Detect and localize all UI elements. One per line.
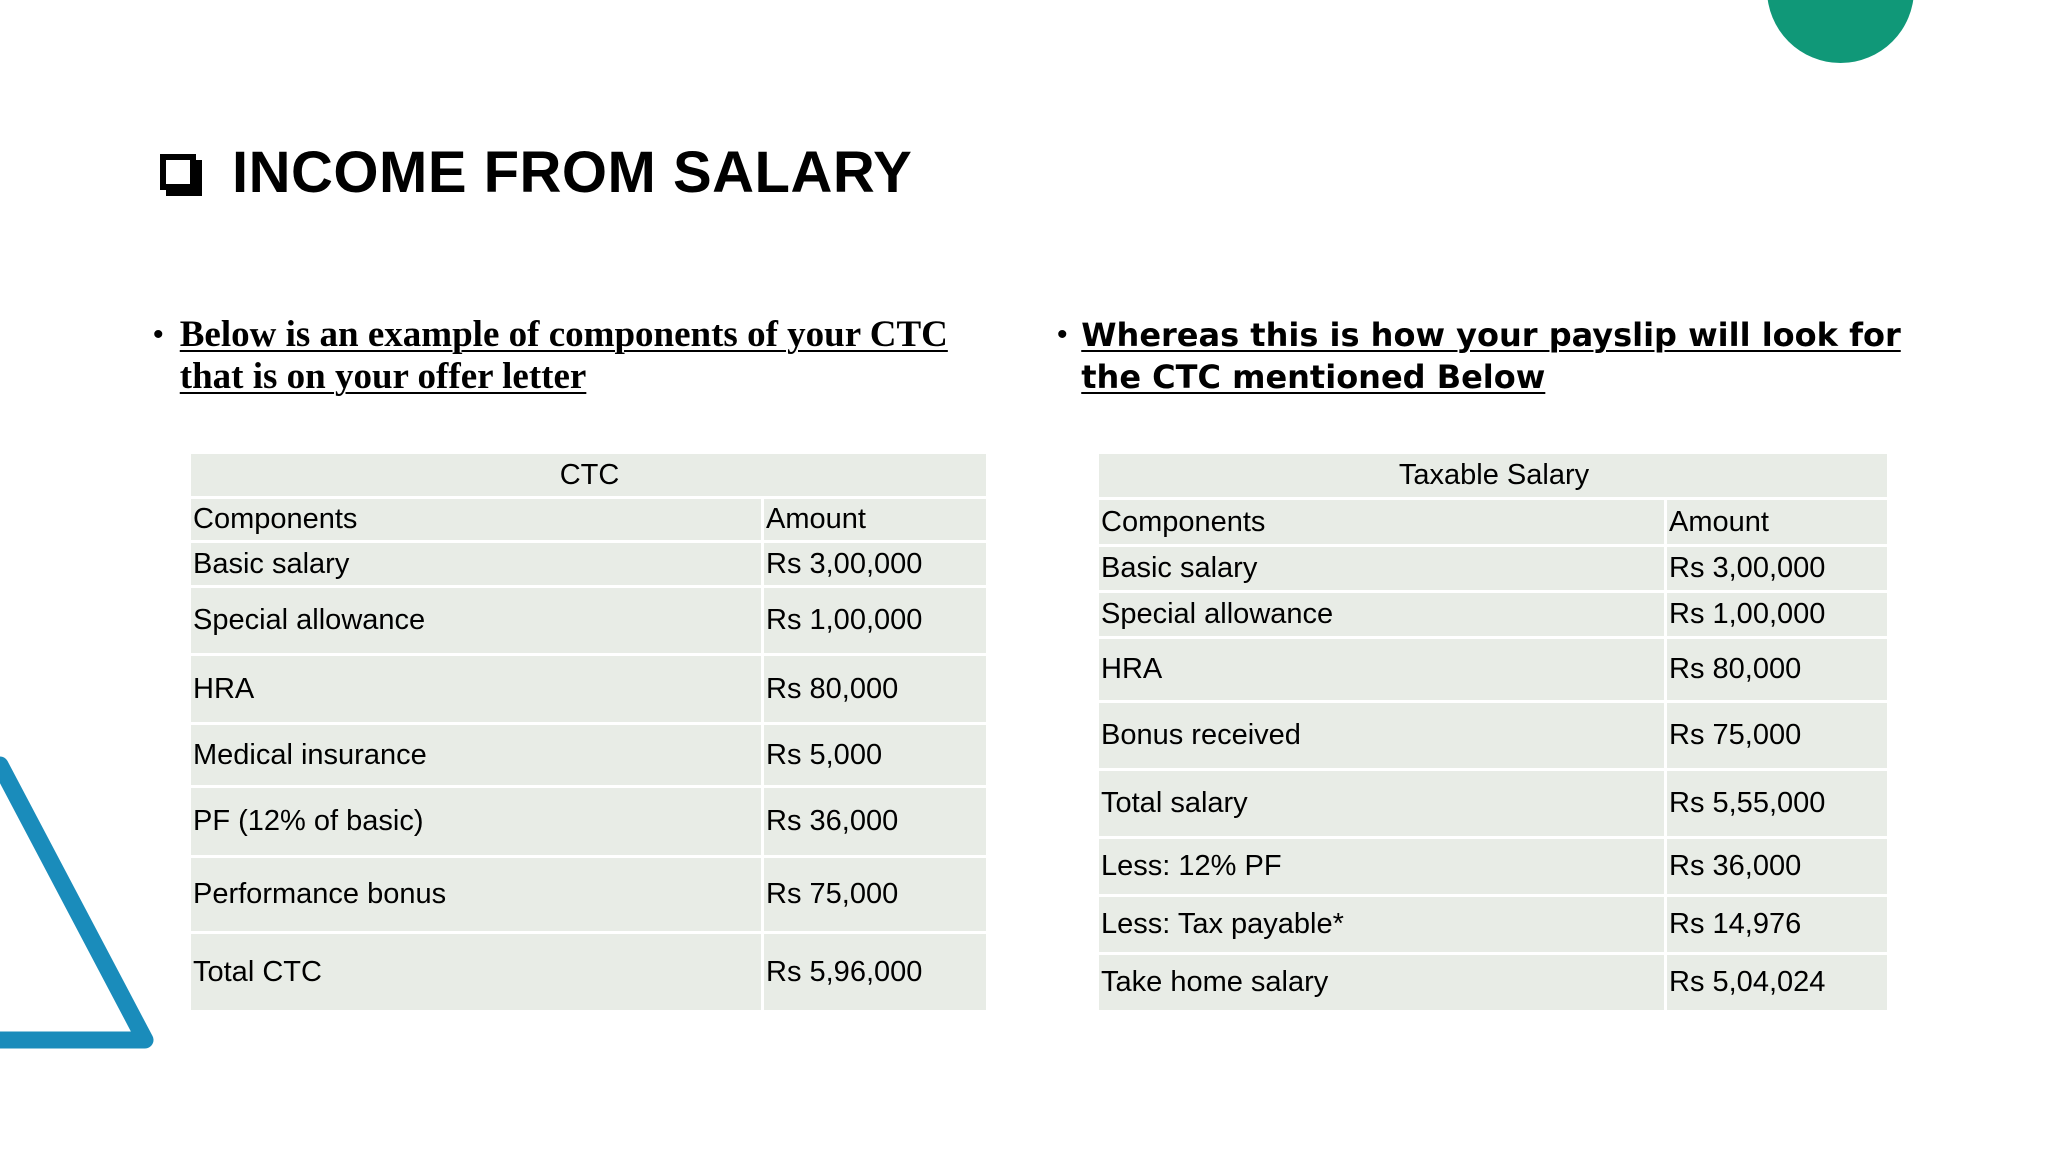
column-header-components: Components bbox=[1098, 499, 1666, 546]
component-cell: Medical insurance bbox=[190, 724, 763, 787]
ctc-table bbox=[188, 451, 989, 1013]
amount-cell: Rs 5,55,000 bbox=[1666, 770, 1889, 838]
amount-cell: Rs 5,96,000 bbox=[763, 933, 988, 1012]
amount-cell: Rs 5,000 bbox=[763, 724, 988, 787]
amount-cell: Rs 80,000 bbox=[1666, 638, 1889, 702]
ctc-table-heading: CTC bbox=[190, 453, 988, 498]
left-bullet-text: Below is an example of components of your CTC that is on your offer letter bbox=[179, 314, 948, 397]
bullet-dot-icon: • bbox=[1057, 318, 1068, 351]
component-cell: Basic salary bbox=[1098, 546, 1666, 592]
right-bullet bbox=[1057, 314, 1907, 398]
table-row bbox=[1098, 592, 1889, 638]
decorative-blue-triangle bbox=[0, 745, 180, 1055]
component-cell: Special allowance bbox=[1098, 592, 1666, 638]
table-row bbox=[1098, 954, 1889, 1012]
amount-cell: Rs 1,00,000 bbox=[1666, 592, 1889, 638]
amount-cell: Rs 3,00,000 bbox=[1666, 546, 1889, 592]
column-header-amount: Amount bbox=[1666, 499, 1889, 546]
component-cell: PF (12% of basic) bbox=[190, 787, 763, 857]
decorative-green-circle bbox=[1767, 0, 1914, 63]
amount-cell: Rs 3,00,000 bbox=[763, 542, 988, 587]
table-row bbox=[1098, 702, 1889, 770]
component-cell: Performance bonus bbox=[190, 857, 763, 933]
left-bullet bbox=[153, 314, 1013, 398]
amount-cell: Rs 14,976 bbox=[1666, 896, 1889, 954]
amount-cell: Rs 1,00,000 bbox=[763, 587, 988, 655]
right-bullet-text: Whereas this is how your payslip will look for the CTC mentioned Below bbox=[1081, 316, 1901, 396]
column-header-components: Components bbox=[190, 498, 763, 542]
component-cell: HRA bbox=[190, 655, 763, 724]
table-header-row bbox=[190, 453, 988, 498]
component-cell: Less: 12% PF bbox=[1098, 838, 1666, 896]
table-row bbox=[1098, 838, 1889, 896]
component-cell: Basic salary bbox=[190, 542, 763, 587]
bullet-dot-icon: • bbox=[153, 318, 164, 351]
table-row bbox=[190, 724, 988, 787]
table-row bbox=[190, 933, 988, 1012]
column-header-amount: Amount bbox=[763, 498, 988, 542]
table-row bbox=[190, 857, 988, 933]
amount-cell: Rs 75,000 bbox=[763, 857, 988, 933]
table-row bbox=[1098, 896, 1889, 954]
table-row bbox=[190, 655, 988, 724]
amount-cell: Rs 36,000 bbox=[763, 787, 988, 857]
table-row bbox=[1098, 546, 1889, 592]
table-column-header-row bbox=[190, 498, 988, 542]
page-title bbox=[160, 136, 912, 208]
taxable-salary-table bbox=[1096, 451, 1890, 1013]
component-cell: Special allowance bbox=[190, 587, 763, 655]
amount-cell: Rs 80,000 bbox=[763, 655, 988, 724]
table-row bbox=[190, 542, 988, 587]
component-cell: Bonus received bbox=[1098, 702, 1666, 770]
checkbox-square-icon bbox=[160, 154, 196, 190]
component-cell: HRA bbox=[1098, 638, 1666, 702]
table-row bbox=[190, 587, 988, 655]
component-cell: Take home salary bbox=[1098, 954, 1666, 1012]
taxable-table-heading: Taxable Salary bbox=[1098, 453, 1889, 499]
component-cell: Less: Tax payable* bbox=[1098, 896, 1666, 954]
table-row bbox=[1098, 770, 1889, 838]
table-header-row bbox=[1098, 453, 1889, 499]
page-title-text: INCOME FROM SALARY bbox=[232, 139, 913, 205]
table-column-header-row bbox=[1098, 499, 1889, 546]
component-cell: Total salary bbox=[1098, 770, 1666, 838]
table-row bbox=[190, 787, 988, 857]
amount-cell: Rs 5,04,024 bbox=[1666, 954, 1889, 1012]
amount-cell: Rs 75,000 bbox=[1666, 702, 1889, 770]
amount-cell: Rs 36,000 bbox=[1666, 838, 1889, 896]
component-cell: Total CTC bbox=[190, 933, 763, 1012]
table-row bbox=[1098, 638, 1889, 702]
